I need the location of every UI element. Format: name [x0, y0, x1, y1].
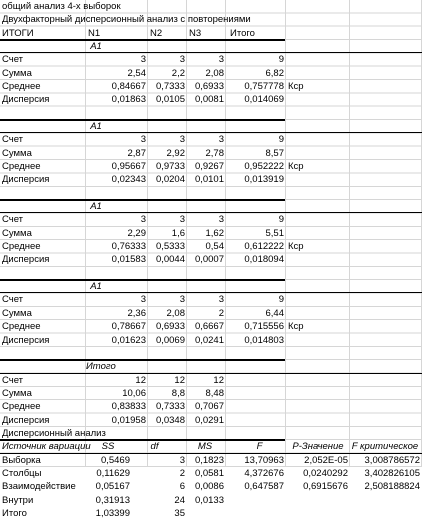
value-cell[interactable]: 0,612222	[244, 241, 284, 253]
value-cell[interactable]: 2,08	[166, 307, 185, 319]
row-label[interactable]: Среднее	[2, 241, 41, 253]
sheet-row	[0, 40, 422, 53]
value-cell[interactable]: 3	[140, 294, 146, 306]
sheet-row	[0, 240, 422, 253]
sheet-row	[0, 93, 422, 106]
value-cell[interactable]: 8,8	[171, 387, 185, 399]
sheet-row	[0, 173, 422, 186]
anova-value[interactable]: 0,31913	[95, 494, 130, 506]
anova-value[interactable]: 0,11629	[96, 467, 130, 479]
anova-source[interactable]: Выборка	[2, 454, 41, 466]
anova-value[interactable]: 35	[174, 507, 185, 519]
sheet-row	[0, 280, 422, 293]
value-cell[interactable]: 0,01583	[111, 254, 146, 266]
value-cell[interactable]: 2,87	[127, 147, 146, 159]
sheet-row	[0, 400, 422, 413]
row-label[interactable]: Дисперсия	[2, 414, 50, 426]
value-cell[interactable]: 0,014069	[244, 94, 284, 106]
value-cell[interactable]: 0,6933	[155, 321, 185, 333]
anova-value[interactable]: 0,6915676	[303, 481, 348, 493]
value-cell[interactable]: 1,6	[171, 227, 185, 239]
value-cell[interactable]: 0,7333	[155, 401, 185, 413]
value-cell[interactable]: 0,5333	[155, 241, 185, 253]
value-cell[interactable]: 0,76333	[111, 241, 146, 253]
value-cell[interactable]: 0,014803	[244, 334, 284, 346]
sheet-row	[0, 160, 422, 173]
row-label[interactable]: Дисперсия	[2, 174, 50, 186]
sheet-row	[0, 494, 422, 507]
sheet-row	[0, 387, 422, 400]
value-cell[interactable]: 8,48	[205, 387, 224, 399]
sheet-row	[0, 293, 422, 306]
anova-value[interactable]: 0,0240292	[303, 467, 348, 479]
value-cell[interactable]: 2,54	[127, 67, 146, 79]
kcp-label[interactable]: Кср	[288, 81, 304, 93]
group-name[interactable]: A1	[90, 41, 102, 53]
sheet-row	[0, 53, 422, 66]
row-label[interactable]: Сумма	[2, 307, 32, 319]
value-cell[interactable]: 0,54	[205, 241, 224, 253]
anova-source[interactable]: Внутри	[2, 494, 34, 506]
anova-header[interactable]: SS	[101, 441, 115, 453]
anova-source[interactable]: Столбцы	[2, 467, 42, 479]
value-cell[interactable]: 3	[140, 134, 146, 146]
value-cell[interactable]: 9	[278, 294, 284, 306]
group-name[interactable]: A1	[90, 121, 102, 133]
value-cell[interactable]: 0,01863	[111, 94, 146, 106]
row-label[interactable]: Дисперсия	[2, 254, 50, 266]
value-cell[interactable]: 0,0044	[155, 254, 185, 266]
value-cell[interactable]: 0,757778	[244, 81, 284, 93]
value-cell[interactable]: 0,7333	[155, 81, 185, 93]
value-cell[interactable]: 0,83833	[111, 401, 146, 413]
anova-header[interactable]: MS	[197, 441, 213, 453]
value-cell[interactable]: 0,0291	[194, 414, 224, 426]
value-cell[interactable]: 3	[218, 214, 224, 226]
row-label[interactable]: Среднее	[2, 81, 41, 93]
value-cell[interactable]: 0,95667	[111, 161, 146, 173]
value-cell[interactable]: 3	[218, 54, 224, 66]
row-label[interactable]: Сумма	[2, 387, 32, 399]
anova-value[interactable]: 13,70963	[244, 454, 284, 466]
row-label[interactable]: Дисперсия	[2, 94, 50, 106]
sheet-row	[0, 147, 422, 160]
group-name[interactable]: A1	[90, 281, 102, 293]
value-cell[interactable]: 2,29	[127, 227, 146, 239]
anova-value[interactable]: 3,008786572	[364, 454, 420, 466]
value-cell[interactable]: 1,62	[205, 227, 224, 239]
anova-source[interactable]: Взаимодействие	[2, 481, 76, 493]
value-cell[interactable]: 0,0081	[194, 94, 224, 106]
value-cell[interactable]: 0,013919	[244, 174, 284, 186]
value-cell[interactable]: 2,92	[166, 147, 185, 159]
anova-value[interactable]: 24	[174, 494, 185, 506]
sheet-row	[0, 360, 422, 373]
sheet-row	[0, 334, 422, 347]
value-cell[interactable]: 0,6933	[194, 81, 224, 93]
anova-value[interactable]: 0,1823	[194, 454, 224, 466]
anova-value[interactable]: 0,5469	[100, 454, 130, 466]
anova-source[interactable]: Итого	[2, 507, 27, 519]
value-cell[interactable]: 0,9733	[155, 161, 185, 173]
kcp-label[interactable]: Кср	[288, 321, 304, 333]
row-label[interactable]: Счет	[2, 134, 24, 146]
sheet-row	[0, 13, 422, 26]
anova-header[interactable]: P-Значение	[292, 441, 344, 453]
value-cell[interactable]: 3	[140, 54, 146, 66]
sheet-row	[0, 227, 422, 240]
value-cell[interactable]: 9	[278, 134, 284, 146]
value-cell[interactable]: 0,01623	[111, 334, 146, 346]
sheet-title[interactable]: общий анализ 4-х выборок	[2, 1, 121, 12]
value-cell[interactable]: 6,44	[265, 307, 284, 319]
value-cell[interactable]: 0,6667	[194, 321, 224, 333]
group-name[interactable]: A1	[90, 201, 102, 213]
value-cell[interactable]: 0,0069	[155, 334, 185, 346]
row-label[interactable]: Среднее	[2, 161, 41, 173]
value-cell[interactable]: 0,715556	[244, 321, 284, 333]
row-label[interactable]: Сумма	[2, 227, 32, 239]
value-cell[interactable]: 8,57	[265, 147, 284, 159]
value-cell[interactable]: 0,02343	[111, 174, 146, 186]
anova-value[interactable]: 0,0133	[194, 494, 224, 506]
value-cell[interactable]: 0,0007	[194, 254, 224, 266]
header-itogi[interactable]: ИТОГИ	[2, 27, 34, 39]
anova-value[interactable]: 2,052E-05	[304, 454, 348, 466]
kcp-label[interactable]: Кср	[288, 241, 304, 253]
sheet-row	[0, 0, 422, 13]
sheet-row	[0, 374, 422, 387]
row-label[interactable]: Среднее	[2, 401, 41, 413]
value-cell[interactable]: 0,952222	[244, 161, 284, 173]
anova-value[interactable]: 4,372676	[244, 467, 284, 479]
value-cell[interactable]: 0,0241	[194, 334, 224, 346]
value-cell[interactable]: 2,2	[171, 67, 185, 79]
row-label[interactable]: Среднее	[2, 321, 41, 333]
sheet-row	[0, 133, 422, 146]
value-cell[interactable]: 3	[140, 214, 146, 226]
value-cell[interactable]: 0,01958	[111, 414, 146, 426]
sheet-row	[0, 67, 422, 80]
value-cell[interactable]: 9	[278, 214, 284, 226]
value-cell[interactable]: 9	[278, 54, 284, 66]
row-label[interactable]: Счет	[2, 214, 24, 226]
value-cell[interactable]: 0,78667	[111, 321, 146, 333]
sheet-row	[0, 120, 422, 133]
header-n1[interactable]: N1	[88, 27, 101, 39]
value-cell[interactable]: 3	[179, 214, 185, 226]
sheet-row	[0, 467, 422, 480]
value-cell[interactable]: 12	[135, 374, 146, 386]
sheet-row	[0, 414, 422, 427]
header-itogo[interactable]: Итого	[230, 27, 255, 39]
row-label[interactable]: Сумма	[2, 67, 32, 79]
anova-value[interactable]: 0,05167	[95, 481, 130, 493]
anova-value[interactable]: 0,647587	[244, 481, 284, 493]
value-cell[interactable]: 10,06	[122, 387, 146, 399]
row-label[interactable]: Счет	[2, 54, 24, 66]
sheet-row	[0, 440, 422, 453]
sheet-row	[0, 307, 422, 320]
anova-header[interactable]: df	[150, 441, 159, 453]
sheet-row	[0, 427, 422, 440]
value-cell[interactable]: 2	[218, 307, 224, 319]
row-label[interactable]: Счет	[2, 294, 24, 306]
anova-value[interactable]: 6	[179, 481, 185, 493]
value-cell[interactable]: 3	[179, 54, 185, 66]
value-cell[interactable]: 0,9267	[194, 161, 224, 173]
value-cell[interactable]: 3	[179, 134, 185, 146]
anova-value[interactable]: 2,508188824	[364, 481, 420, 493]
value-cell[interactable]: 0,7067	[194, 401, 224, 413]
anova-header[interactable]: F	[256, 441, 263, 453]
sheet-row	[0, 213, 422, 226]
sheet-row	[0, 454, 422, 467]
sheet-row	[0, 320, 422, 333]
value-cell[interactable]: 0,018094	[244, 254, 284, 266]
value-cell[interactable]: 0,84667	[111, 81, 146, 93]
anova-value[interactable]: 0,0086	[194, 481, 224, 493]
sheet-row	[0, 480, 422, 493]
sheet-row	[0, 253, 422, 266]
sheet-row	[0, 27, 422, 40]
header-n3[interactable]: N3	[189, 27, 202, 39]
value-cell[interactable]: 12	[213, 374, 224, 386]
anova-title[interactable]: Дисперсионный анализ	[2, 427, 106, 439]
kcp-label[interactable]: Кср	[288, 161, 304, 173]
value-cell[interactable]: 6,82	[265, 67, 284, 79]
row-label[interactable]: Сумма	[2, 147, 32, 159]
anova-value[interactable]: 3,402826105	[364, 467, 420, 479]
value-cell[interactable]: 0,0101	[194, 174, 224, 186]
group-name[interactable]: Итого	[86, 361, 116, 373]
value-cell[interactable]: 3	[218, 134, 224, 146]
value-cell[interactable]: 0,0348	[155, 414, 185, 426]
value-cell[interactable]: 2,36	[127, 307, 146, 319]
anova-header[interactable]: Источник вариации	[2, 441, 91, 453]
header-n2[interactable]: N2	[150, 27, 163, 39]
anova-value[interactable]: 0,0581	[194, 467, 224, 479]
anova-value[interactable]: 3	[179, 454, 185, 466]
value-cell[interactable]: 0,0105	[155, 94, 185, 106]
sheet-row	[0, 200, 422, 213]
value-cell[interactable]: 2,78	[205, 147, 224, 159]
row-label[interactable]: Дисперсия	[2, 334, 50, 346]
anova-value[interactable]: 1,03399	[95, 507, 130, 519]
value-cell[interactable]: 0,0204	[155, 174, 185, 186]
value-cell[interactable]: 3	[218, 294, 224, 306]
anova-header[interactable]: F критическое	[351, 441, 419, 453]
row-label[interactable]: Счет	[2, 374, 24, 386]
analysis-title[interactable]: Двухфакторный дисперсионный анализ с повторениями	[2, 14, 251, 26]
value-cell[interactable]: 12	[174, 374, 185, 386]
value-cell[interactable]: 3	[179, 294, 185, 306]
anova-value[interactable]: 2	[179, 467, 185, 479]
sheet-row	[0, 80, 422, 93]
value-cell[interactable]: 2,08	[205, 67, 224, 79]
sheet-row	[0, 507, 422, 520]
value-cell[interactable]: 5,51	[265, 227, 284, 239]
